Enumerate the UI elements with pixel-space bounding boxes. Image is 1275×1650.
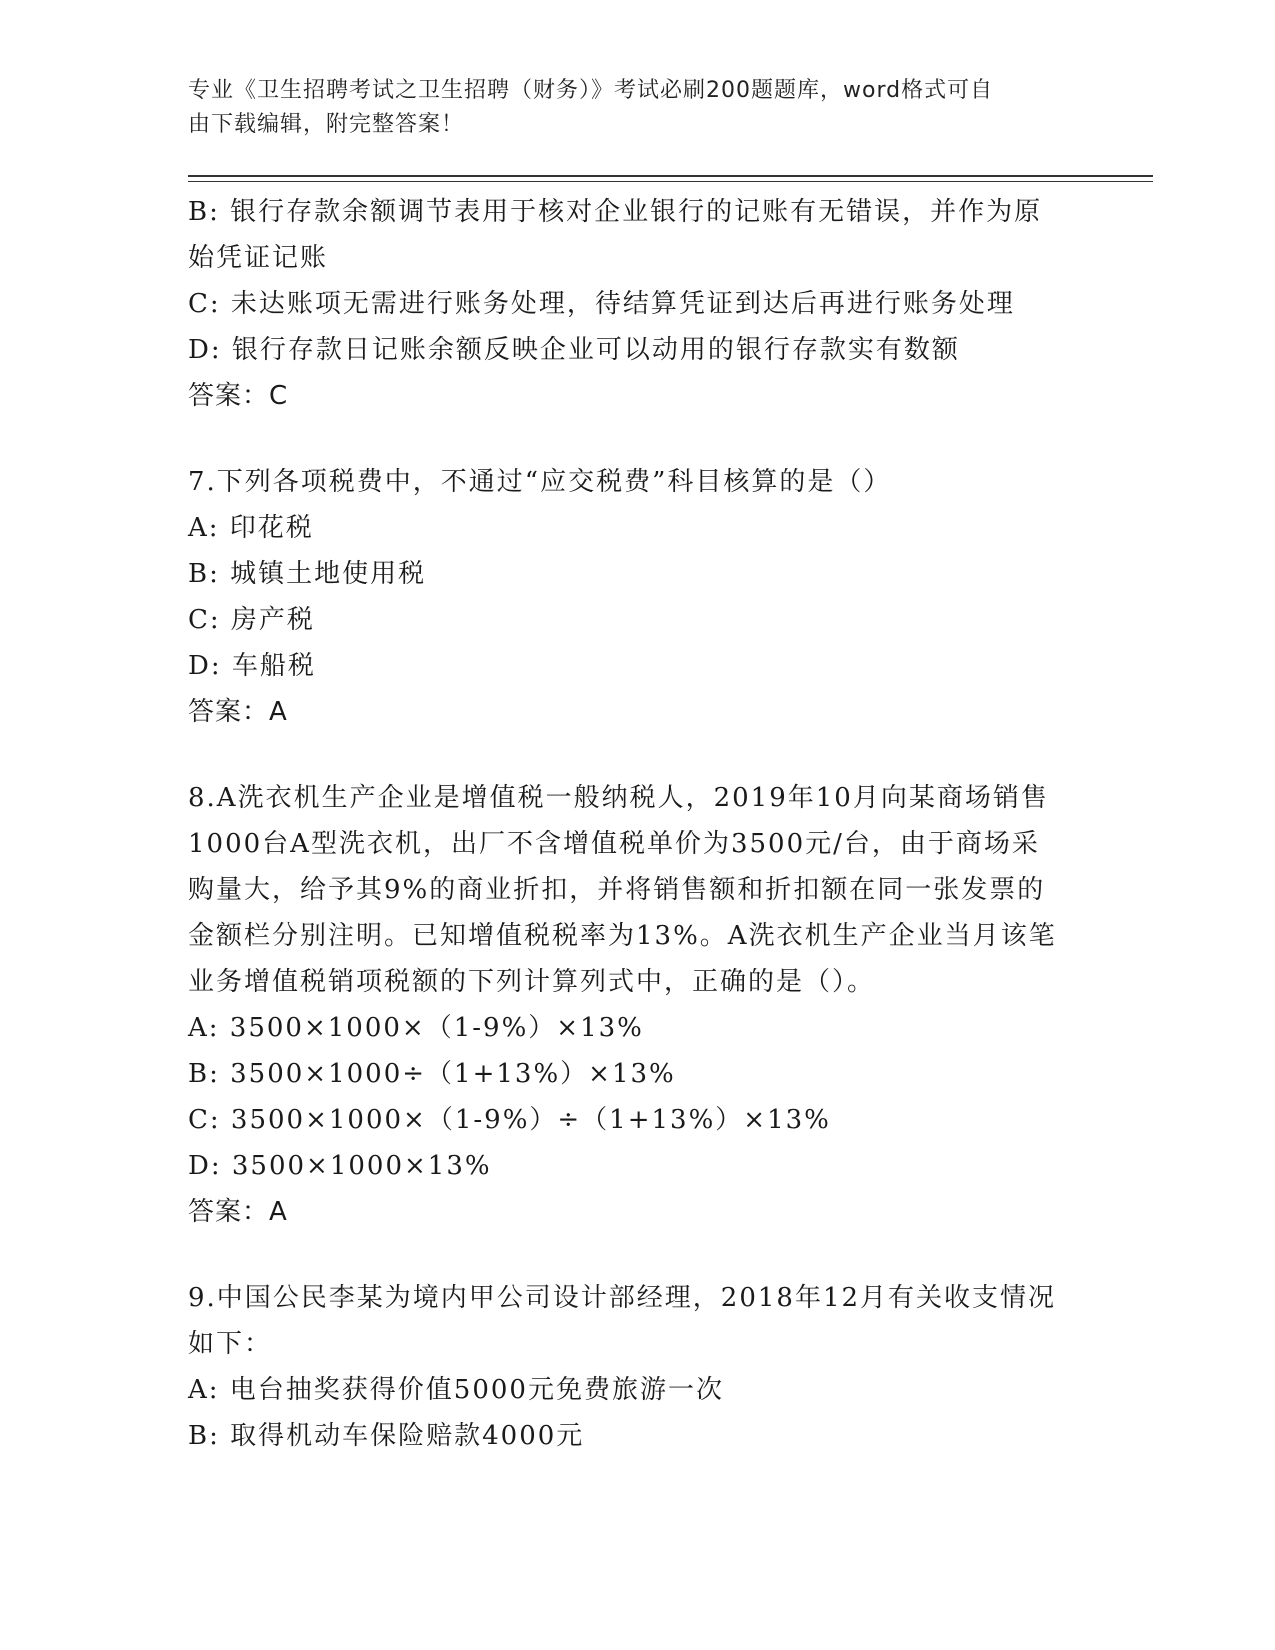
- spacer: [188, 419, 1068, 459]
- question-stem-line-1: 8.A洗衣机生产企业是增值税一般纳税人，2019年10月向某商场销售: [188, 783, 1049, 813]
- spacer: [188, 735, 1068, 775]
- question-stem: 7.下列各项税费中，不通过“应交税费”科目核算的是（）: [188, 467, 892, 497]
- document-body: [188, 189, 1068, 1459]
- document-header: [188, 74, 1088, 142]
- question-stem-line-5: 业务增值税销项税额的下列计算列式中，正确的是（）。: [188, 967, 876, 997]
- question-9: [188, 1275, 1068, 1459]
- question-stem-line-2: 如下：: [188, 1329, 273, 1359]
- option-b-line-2: 始凭证记账: [188, 243, 329, 273]
- option-a: A: 印花税: [188, 513, 314, 543]
- option-a: A: 电台抽奖获得价值5000元免费旅游一次: [188, 1375, 724, 1405]
- header-divider-thick: [188, 175, 1153, 177]
- spacer: [188, 1235, 1068, 1275]
- question-stem-line-4: 金额栏分别注明。已知增值税税率为13%。A洗衣机生产企业当月该笔: [188, 921, 1057, 951]
- answer-label: 答案：A: [188, 697, 288, 727]
- question-7: [188, 459, 1068, 735]
- option-b: B: 取得机动车保险赔款4000元: [188, 1421, 585, 1451]
- question-8: [188, 775, 1068, 1235]
- option-d: D: 3500×1000×13%: [188, 1151, 492, 1181]
- option-d: D: 车船税: [188, 651, 316, 681]
- question-stem-line-1: 9.中国公民李某为境内甲公司设计部经理，2018年12月有关收支情况: [188, 1283, 1057, 1313]
- header-divider-thin: [188, 181, 1153, 182]
- option-d: D: 银行存款日记账余额反映企业可以动用的银行存款实有数额: [188, 335, 960, 365]
- answer-label: 答案：A: [188, 1197, 288, 1227]
- option-c: C: 房产税: [188, 605, 315, 635]
- option-b: B: 城镇土地使用税: [188, 559, 427, 589]
- header-line-1: 专业《卫生招聘考试之卫生招聘（财务）》考试必刷200题题库，word格式可自: [188, 78, 994, 103]
- question-stem-line-3: 购量大，给予其9%的商业折扣，并将销售额和折扣额在同一张发票的: [188, 875, 1046, 905]
- option-b-line-1: B: 银行存款余额调节表用于核对企业银行的记账有无错误，并作为原: [188, 197, 1043, 227]
- question-6-tail: [188, 189, 1068, 419]
- option-a: A: 3500×1000×（1-9%）×13%: [188, 1013, 644, 1043]
- answer-label: 答案：C: [188, 381, 289, 411]
- option-b: B: 3500×1000÷（1+13%）×13%: [188, 1059, 676, 1089]
- question-stem-line-2: 1000台A型洗衣机，出厂不含增值税单价为3500元/台，由于商场采: [188, 829, 1040, 859]
- option-c: C: 3500×1000×（1-9%）÷（1+13%）×13%: [188, 1105, 831, 1135]
- option-c: C: 未达账项无需进行账务处理，待结算凭证到达后再进行账务处理: [188, 289, 1015, 319]
- header-line-2: 由下载编辑，附完整答案！: [188, 112, 465, 137]
